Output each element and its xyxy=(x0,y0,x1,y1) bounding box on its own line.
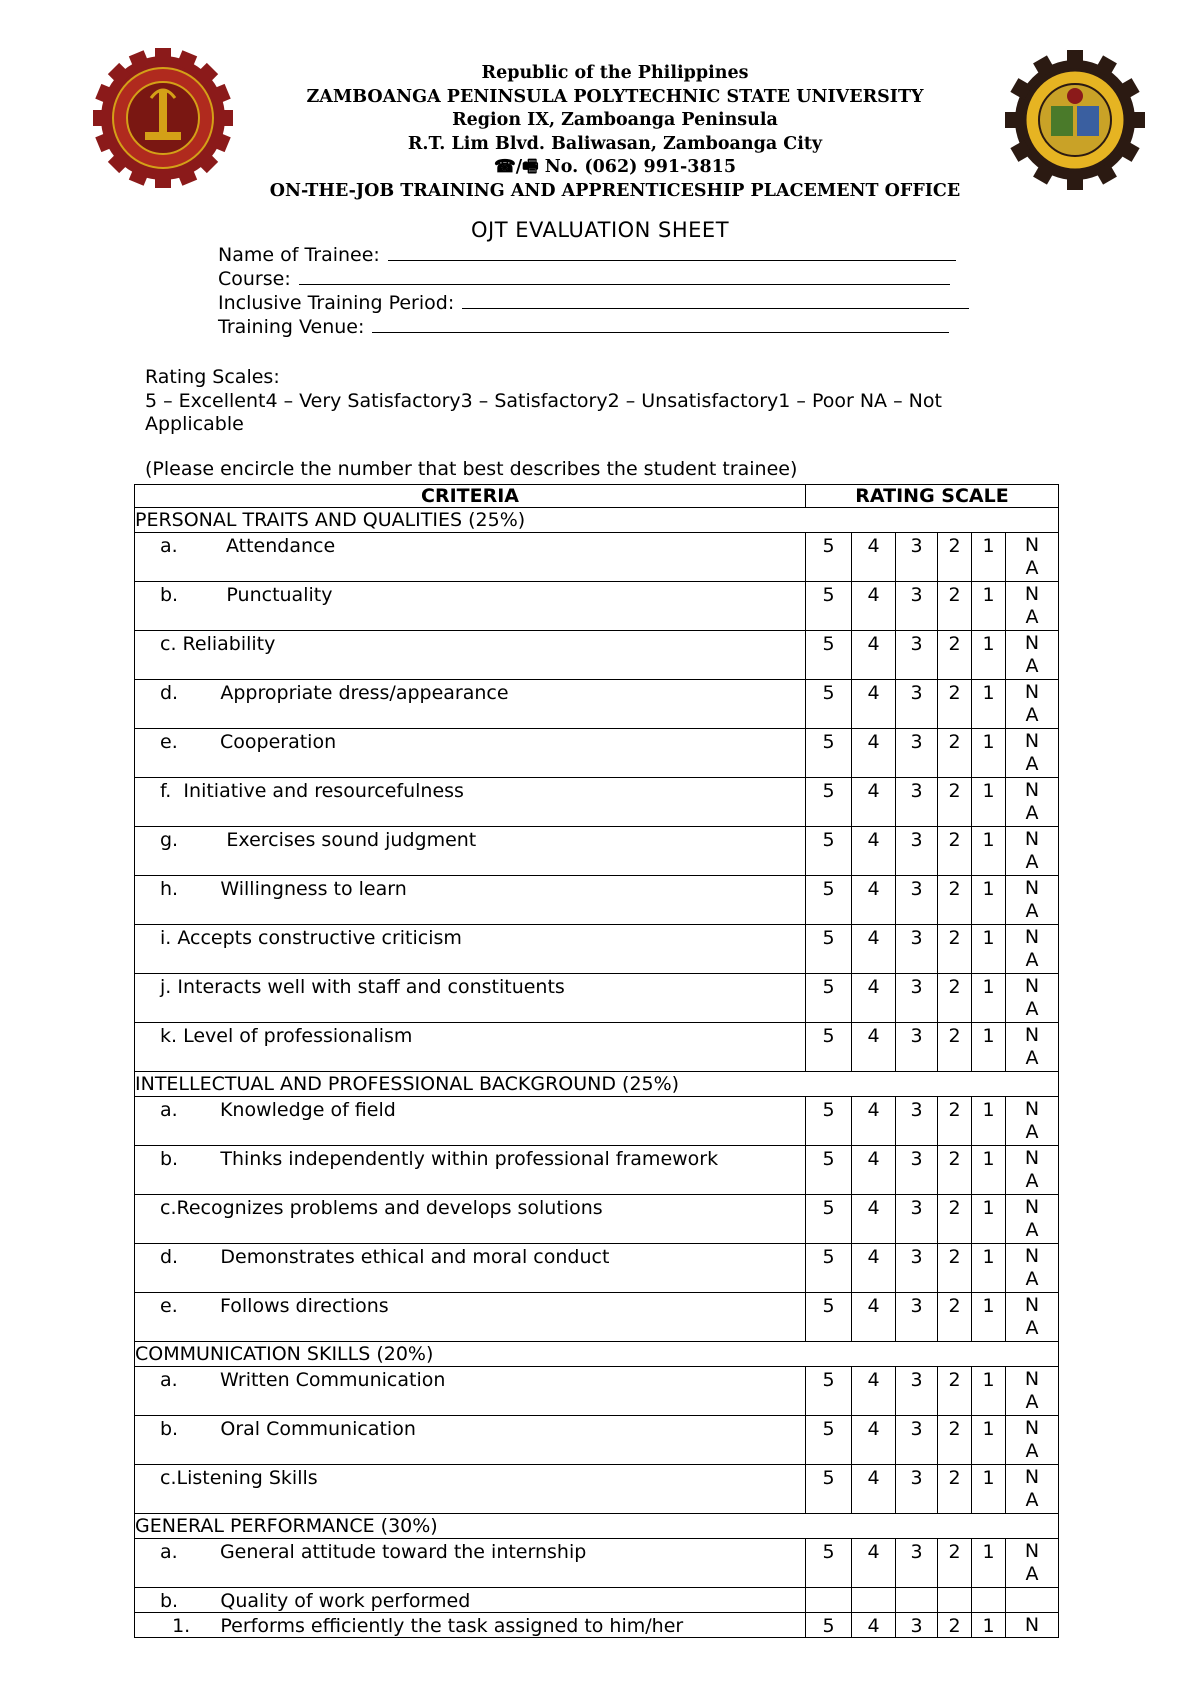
rating-option-na[interactable] xyxy=(1006,778,1059,827)
empty-cell xyxy=(972,1588,1006,1613)
criteria-subheading: b. Quality of work performed xyxy=(135,1588,806,1613)
rating-option[interactable]: 4 xyxy=(852,925,896,974)
criteria-label: g. Exercises sound judgment xyxy=(135,827,806,876)
na-letter: N xyxy=(1024,1245,1040,1267)
section-title: INTELLECTUAL AND PROFESSIONAL BACKGROUND (25%) xyxy=(135,1072,1059,1097)
rating-option[interactable]: 3 xyxy=(896,1293,938,1342)
criteria-label: a. General attitude toward the internship xyxy=(135,1539,806,1588)
rating-option-na[interactable] xyxy=(1006,1023,1059,1072)
na-letter: A xyxy=(1025,1391,1039,1413)
trainee-name-field xyxy=(218,242,956,266)
rating-option[interactable]: 5 xyxy=(806,1146,852,1195)
rating-option[interactable]: 1 xyxy=(972,974,1006,1023)
rating-option-na[interactable] xyxy=(1006,1146,1059,1195)
training-period-field xyxy=(218,290,969,314)
field-label: Course: xyxy=(218,268,291,290)
criteria-row xyxy=(135,1195,1059,1244)
header-country: Republic of the Philippines xyxy=(481,63,749,83)
empty-cell xyxy=(806,1588,852,1613)
criteria-row xyxy=(135,1539,1059,1588)
criteria-header: CRITERIA xyxy=(135,485,806,508)
university-seal-icon xyxy=(93,48,233,188)
criteria-row xyxy=(135,631,1059,680)
rating-option[interactable]: 2 xyxy=(938,1244,972,1293)
rating-option[interactable]: 3 xyxy=(896,1539,938,1588)
rating-option[interactable]: 4 xyxy=(852,1416,896,1465)
rating-option-na[interactable] xyxy=(1006,631,1059,680)
na-letter: N xyxy=(1024,1614,1040,1636)
empty-cell xyxy=(896,1588,938,1613)
rating-option[interactable]: 3 xyxy=(896,631,938,680)
rating-option[interactable]: 1 xyxy=(972,1146,1006,1195)
section-header-row xyxy=(135,1514,1059,1539)
rating-option[interactable]: 3 xyxy=(896,925,938,974)
rating-option[interactable]: 2 xyxy=(938,680,972,729)
rating-option[interactable]: 1 xyxy=(972,827,1006,876)
criteria-label: b. Oral Communication xyxy=(135,1416,806,1465)
na-letter: A xyxy=(1025,704,1039,726)
rating-option-na[interactable] xyxy=(1006,925,1059,974)
criteria-row xyxy=(135,1416,1059,1465)
na-letter: A xyxy=(1025,1563,1039,1585)
rating-option[interactable]: 2 xyxy=(938,1293,972,1342)
na-letter: A xyxy=(1025,851,1039,873)
rating-option[interactable]: 3 xyxy=(896,1416,938,1465)
empty-cell xyxy=(938,1588,972,1613)
rating-option[interactable]: 2 xyxy=(938,1539,972,1588)
rating-option-na[interactable] xyxy=(1006,1539,1059,1588)
na-letter: N xyxy=(1024,1466,1040,1488)
rating-option-na[interactable] xyxy=(1006,876,1059,925)
rating-option[interactable]: 2 xyxy=(938,729,972,778)
rating-option[interactable]: 2 xyxy=(938,876,972,925)
university-header xyxy=(230,62,1000,203)
header-region: Region IX, Zamboanga Peninsula xyxy=(452,110,778,130)
na-letter: A xyxy=(1025,802,1039,824)
rating-option[interactable]: 4 xyxy=(852,1613,896,1638)
criteria-row xyxy=(135,533,1059,582)
criteria-label: a. Knowledge of field xyxy=(135,1097,806,1146)
rating-option[interactable]: 4 xyxy=(852,1023,896,1072)
rating-option[interactable]: 3 xyxy=(896,974,938,1023)
na-letter: N xyxy=(1024,681,1040,703)
na-letter: A xyxy=(1025,1268,1039,1290)
rating-option-na[interactable] xyxy=(1006,729,1059,778)
na-letter: A xyxy=(1025,998,1039,1020)
rating-option[interactable]: 5 xyxy=(806,631,852,680)
section-header-row xyxy=(135,508,1059,533)
criteria-label: b. Punctuality xyxy=(135,582,806,631)
criteria-row xyxy=(135,729,1059,778)
rating-option-na[interactable] xyxy=(1006,1244,1059,1293)
rating-option-na[interactable] xyxy=(1006,533,1059,582)
rating-option[interactable]: 2 xyxy=(938,533,972,582)
na-letter: N xyxy=(1024,1147,1040,1169)
rating-option[interactable]: 5 xyxy=(806,1195,852,1244)
rating-option[interactable]: 3 xyxy=(896,582,938,631)
na-letter: N xyxy=(1024,1024,1040,1046)
rating-option[interactable]: 1 xyxy=(972,1293,1006,1342)
rating-option[interactable]: 4 xyxy=(852,778,896,827)
rating-option[interactable]: 4 xyxy=(852,1244,896,1293)
header-address: R.T. Lim Blvd. Baliwasan, Zamboanga City xyxy=(407,133,823,154)
rating-option-na[interactable] xyxy=(1006,1293,1059,1342)
na-letter: A xyxy=(1025,1489,1039,1511)
rating-option[interactable]: 4 xyxy=(852,1367,896,1416)
rating-option[interactable]: 2 xyxy=(938,1465,972,1514)
rating-option[interactable]: 1 xyxy=(972,925,1006,974)
section-header-row xyxy=(135,1072,1059,1097)
rating-option[interactable]: 2 xyxy=(938,1416,972,1465)
rating-option[interactable]: 4 xyxy=(852,533,896,582)
rating-option[interactable]: 5 xyxy=(806,1367,852,1416)
rating-option[interactable]: 1 xyxy=(972,1613,1006,1638)
rating-option[interactable]: 2 xyxy=(938,582,972,631)
rating-option[interactable]: 4 xyxy=(852,1195,896,1244)
rating-option[interactable]: 3 xyxy=(896,1195,938,1244)
college-seal-icon xyxy=(1005,50,1145,190)
criteria-label: d. Appropriate dress/appearance xyxy=(135,680,806,729)
criteria-row xyxy=(135,680,1059,729)
rating-option[interactable]: 5 xyxy=(806,582,852,631)
section-title: PERSONAL TRAITS AND QUALITIES (25%) xyxy=(135,508,1059,533)
criteria-label: c. Reliability xyxy=(135,631,806,680)
rating-option[interactable]: 5 xyxy=(806,729,852,778)
criteria-label: h. Willingness to learn xyxy=(135,876,806,925)
rating-option[interactable]: 1 xyxy=(972,680,1006,729)
field-label: Name of Trainee: xyxy=(218,244,380,266)
rating-option[interactable]: 2 xyxy=(938,974,972,1023)
rating-scales-label: Rating Scales: xyxy=(145,366,280,388)
criteria-row xyxy=(135,1465,1059,1514)
rating-option[interactable]: 2 xyxy=(938,1367,972,1416)
rating-option[interactable]: 5 xyxy=(806,533,852,582)
na-letter: A xyxy=(1025,1317,1039,1339)
rating-option-na[interactable] xyxy=(1006,827,1059,876)
rating-option-na[interactable] xyxy=(1006,974,1059,1023)
rating-option[interactable]: 4 xyxy=(852,631,896,680)
rating-option[interactable]: 3 xyxy=(896,778,938,827)
rating-option[interactable]: 3 xyxy=(896,1023,938,1072)
rating-scale-header: RATING SCALE xyxy=(806,485,1059,508)
rating-option-na[interactable] xyxy=(1006,582,1059,631)
criteria-row xyxy=(135,778,1059,827)
rating-option[interactable]: 1 xyxy=(972,1367,1006,1416)
rating-option[interactable]: 2 xyxy=(938,1195,972,1244)
criteria-label: 1. Performs efficiently the task assigned to him/her xyxy=(135,1613,806,1638)
na-letter: N xyxy=(1024,534,1040,556)
page-title: OJT EVALUATION SHEET xyxy=(470,218,730,242)
na-letter: A xyxy=(1025,606,1039,628)
criteria-label: e. Follows directions xyxy=(135,1293,806,1342)
na-letter: N xyxy=(1024,828,1040,850)
na-letter: A xyxy=(1025,949,1039,971)
rating-option-na[interactable] xyxy=(1006,1097,1059,1146)
section-title: GENERAL PERFORMANCE (30%) xyxy=(135,1514,1059,1539)
criteria-label: a. Written Communication xyxy=(135,1367,806,1416)
rating-option[interactable]: 5 xyxy=(806,1613,852,1638)
criteria-row xyxy=(135,827,1059,876)
rating-option[interactable]: 5 xyxy=(806,778,852,827)
rating-option[interactable]: 1 xyxy=(972,778,1006,827)
rating-option[interactable]: 5 xyxy=(806,827,852,876)
evaluation-table xyxy=(134,484,1059,1638)
criteria-row xyxy=(135,1293,1059,1342)
rating-option[interactable]: 3 xyxy=(896,876,938,925)
na-letter: A xyxy=(1025,900,1039,922)
rating-option[interactable]: 2 xyxy=(938,631,972,680)
criteria-row xyxy=(135,974,1059,1023)
rating-option[interactable]: 3 xyxy=(896,1367,938,1416)
rating-option[interactable]: 4 xyxy=(852,1293,896,1342)
na-letter: N xyxy=(1024,1294,1040,1316)
rating-option[interactable]: 2 xyxy=(938,1097,972,1146)
rating-option[interactable]: 4 xyxy=(852,1097,896,1146)
trainee-name-line[interactable] xyxy=(388,242,956,261)
rating-option-na[interactable] xyxy=(1006,1613,1059,1638)
header-university: ZAMBOANGA PENINSULA POLYTECHNIC STATE UNIVERSITY xyxy=(306,86,924,107)
criteria-row xyxy=(135,1146,1059,1195)
header-office: ON-THE-JOB TRAINING AND APPRENTICESHIP PLACEMENT OFFICE xyxy=(269,180,961,201)
criteria-label: f. Initiative and resourcefulness xyxy=(135,778,806,827)
criteria-row xyxy=(135,582,1059,631)
na-letter: A xyxy=(1025,655,1039,677)
rating-option[interactable]: 5 xyxy=(806,1416,852,1465)
rating-option[interactable]: 1 xyxy=(972,1244,1006,1293)
rating-option[interactable]: 1 xyxy=(972,1097,1006,1146)
criteria-label: e. Cooperation xyxy=(135,729,806,778)
instruction-text: (Please encircle the number that best describes the student trainee) xyxy=(145,458,798,480)
rating-option[interactable]: 4 xyxy=(852,582,896,631)
criteria-row xyxy=(135,1367,1059,1416)
criteria-label: b. Thinks independently within professional framework xyxy=(135,1146,806,1195)
empty-cell xyxy=(852,1588,896,1613)
rating-option[interactable]: 2 xyxy=(938,925,972,974)
rating-option[interactable]: 5 xyxy=(806,1465,852,1514)
na-letter: N xyxy=(1024,1417,1040,1439)
na-letter: N xyxy=(1024,1540,1040,1562)
na-letter: N xyxy=(1024,1098,1040,1120)
rating-option[interactable]: 3 xyxy=(896,1146,938,1195)
rating-option[interactable]: 4 xyxy=(852,974,896,1023)
rating-option[interactable]: 1 xyxy=(972,631,1006,680)
na-letter: N xyxy=(1024,1368,1040,1390)
rating-option-na[interactable] xyxy=(1006,1416,1059,1465)
na-letter: N xyxy=(1024,877,1040,899)
rating-option[interactable]: 2 xyxy=(938,1023,972,1072)
rating-option-na[interactable] xyxy=(1006,1367,1059,1416)
na-letter: A xyxy=(1025,1440,1039,1462)
rating-option[interactable]: 5 xyxy=(806,1244,852,1293)
rating-option[interactable]: 1 xyxy=(972,1465,1006,1514)
field-label: Inclusive Training Period: xyxy=(218,292,455,314)
criteria-row xyxy=(135,1097,1059,1146)
header-phone: ☎/🖷 No. (062) 991-3815 xyxy=(493,157,737,177)
training-venue-field xyxy=(218,314,949,338)
rating-option-na[interactable] xyxy=(1006,1465,1059,1514)
rating-option[interactable]: 2 xyxy=(938,1146,972,1195)
rating-option[interactable]: 2 xyxy=(938,778,972,827)
criteria-row xyxy=(135,925,1059,974)
criteria-label: k. Level of professionalism xyxy=(135,1023,806,1072)
criteria-label: i. Accepts constructive criticism xyxy=(135,925,806,974)
training-period-line[interactable] xyxy=(462,290,969,309)
na-letter: N xyxy=(1024,1196,1040,1218)
criteria-row xyxy=(135,1023,1059,1072)
rating-option[interactable]: 3 xyxy=(896,680,938,729)
rating-option-na[interactable] xyxy=(1006,1195,1059,1244)
criteria-label: c.Listening Skills xyxy=(135,1465,806,1514)
criteria-row xyxy=(135,1613,1059,1638)
na-letter: A xyxy=(1025,1170,1039,1192)
rating-option[interactable]: 4 xyxy=(852,827,896,876)
rating-option[interactable]: 4 xyxy=(852,680,896,729)
empty-cell xyxy=(1006,1588,1059,1613)
rating-option[interactable]: 3 xyxy=(896,1097,938,1146)
na-letter: A xyxy=(1025,753,1039,775)
rating-option[interactable]: 3 xyxy=(896,1244,938,1293)
rating-option[interactable]: 2 xyxy=(938,1613,972,1638)
rating-option[interactable]: 5 xyxy=(806,974,852,1023)
rating-option[interactable]: 5 xyxy=(806,1293,852,1342)
rating-option[interactable]: 5 xyxy=(806,1097,852,1146)
rating-option[interactable]: 4 xyxy=(852,729,896,778)
na-letter: A xyxy=(1025,1047,1039,1069)
rating-option[interactable]: 5 xyxy=(806,876,852,925)
rating-option-na[interactable] xyxy=(1006,680,1059,729)
rating-option[interactable]: 1 xyxy=(972,876,1006,925)
na-letter: N xyxy=(1024,975,1040,997)
rating-option[interactable]: 2 xyxy=(938,827,972,876)
rating-option[interactable]: 1 xyxy=(972,1195,1006,1244)
na-letter: A xyxy=(1025,1121,1039,1143)
rating-option[interactable]: 5 xyxy=(806,1023,852,1072)
rating-option[interactable]: 1 xyxy=(972,1416,1006,1465)
criteria-label: d. Demonstrates ethical and moral conduct xyxy=(135,1244,806,1293)
rating-option[interactable]: 3 xyxy=(896,827,938,876)
na-letter: A xyxy=(1025,1219,1039,1241)
field-label: Training Venue: xyxy=(218,316,365,338)
criteria-subheading-row xyxy=(135,1588,1059,1613)
rating-scales-text: 5 – Excellent4 – Very Satisfactory3 – Satisfactory2 – Unsatisfactory1 – Poor NA – Not Applicable xyxy=(145,390,942,435)
criteria-row xyxy=(135,1244,1059,1293)
rating-option[interactable]: 1 xyxy=(972,729,1006,778)
na-letter: N xyxy=(1024,632,1040,654)
rating-option[interactable]: 1 xyxy=(972,582,1006,631)
rating-option[interactable]: 4 xyxy=(852,1539,896,1588)
rating-option[interactable]: 3 xyxy=(896,1465,938,1514)
rating-option[interactable]: 5 xyxy=(806,680,852,729)
rating-option[interactable]: 5 xyxy=(806,1539,852,1588)
rating-option[interactable]: 1 xyxy=(972,1539,1006,1588)
course-field xyxy=(218,266,950,290)
criteria-label: j. Interacts well with staff and constituents xyxy=(135,974,806,1023)
rating-option[interactable]: 3 xyxy=(896,1613,938,1638)
criteria-label: c.Recognizes problems and develops solutions xyxy=(135,1195,806,1244)
rating-option[interactable]: 1 xyxy=(972,533,1006,582)
na-letter: N xyxy=(1024,583,1040,605)
rating-option[interactable]: 1 xyxy=(972,1023,1006,1072)
na-letter: N xyxy=(1024,779,1040,801)
rating-option[interactable]: 4 xyxy=(852,876,896,925)
section-title: COMMUNICATION SKILLS (20%) xyxy=(135,1342,1059,1367)
criteria-label: a. Attendance xyxy=(135,533,806,582)
na-letter: A xyxy=(1025,557,1039,579)
training-venue-line[interactable] xyxy=(372,314,949,333)
criteria-row xyxy=(135,876,1059,925)
na-letter: N xyxy=(1024,730,1040,752)
rating-option[interactable]: 5 xyxy=(806,925,852,974)
na-letter: N xyxy=(1024,926,1040,948)
course-line[interactable] xyxy=(299,266,950,285)
rating-option[interactable]: 4 xyxy=(852,1465,896,1514)
rating-option[interactable]: 3 xyxy=(896,729,938,778)
rating-option[interactable]: 3 xyxy=(896,533,938,582)
section-header-row xyxy=(135,1342,1059,1367)
rating-option[interactable]: 4 xyxy=(852,1146,896,1195)
